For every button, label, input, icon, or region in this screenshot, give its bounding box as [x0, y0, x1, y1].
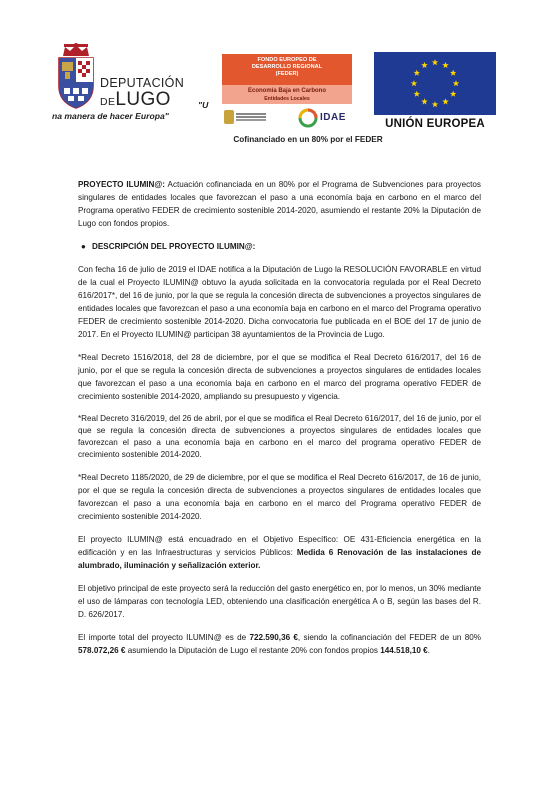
feder-line3: (FEDER) — [275, 71, 299, 77]
feder-title-band — [222, 54, 352, 85]
section-title: DESCRIPCIÓN DEL PROYECTO ILUMIN@: — [92, 242, 256, 251]
footnote-rd-1185-2020: *Real Decreto 1185/2020, de 29 de diciembre, por el que se modifica el Real Decreto 616/2017, de 16 de junio, por el que se regula la concesión directa de subvenciones a proyectos singulares de entidades locales que favorezcan el paso a una economía baja en carbono en el marco del Programa operativo FEDER de crecimiento sostenible 2014-2020. — [78, 473, 481, 521]
bullet-icon: ● — [81, 242, 86, 251]
eu-label: UNIÓN EUROPEA — [385, 118, 485, 130]
eu-flag-icon — [374, 52, 496, 115]
idae-logo-text: IDAE — [320, 112, 346, 123]
budget-total: 722.590,36 € — [249, 633, 298, 642]
budget-feder: 578.072,26 € — [78, 646, 126, 655]
budget-rest: asumiendo la Diputación de Lugo el restante 20% con fondos propios — [125, 646, 381, 655]
lugo-logo-name: LUGO — [115, 89, 171, 110]
lugo-logo-line1: DEPUTACIÓN — [100, 76, 185, 90]
feder-line2: DESARROLLO REGIONAL — [251, 64, 323, 70]
feder-program-band — [222, 85, 352, 104]
idae-logo-icon — [298, 108, 318, 128]
lugo-seal-icon — [56, 42, 96, 110]
intro-label: PROYECTO ILUMIN@: — [78, 180, 166, 189]
feder-logo-box — [222, 54, 352, 131]
document-body — [78, 178, 481, 667]
footnote-rd-1516-2018: *Real Decreto 1516/2018, del 28 de diciembre, por el que se modifica el Real Decreto 616/2017, del 16 de junio, por el que se regula la concesión directa de subvenciones a proyectos singulares de entidades locales que favorezcan el paso a una economía baja en carbono en el marco del programa operativo FEDER de crecimiento sostenible 2014-2020, ampliando su presupuesto y vigencia. — [78, 353, 481, 401]
intro-text: Actuación cofinanciada en un 80% por el Programa de Subvenciones para proyectos singulares de entidades locales que favorezcan el paso a una economía baja en carbono en el marco del Programa operativo FEDER de crecimiento sostenible 2014-2020, asumiendo el restante 20% la Diputación de Lugo con fondos propios. — [78, 180, 481, 228]
ministry-logo-icon — [224, 110, 268, 126]
feder-program: Economía Baja en Carbono — [247, 88, 326, 94]
paragraph-main-objective: El objetivo principal de este proyecto será la reducción del gasto energético en, por lo menos, un 30% mediante el uso de lámparas con tecnología LED, obteniendo una clasificación energética A o B, según las bases del R. D. 626/2017. — [78, 584, 481, 619]
intro-paragraph — [78, 178, 481, 230]
footnote-rd-316-2019: *Real Decreto 316/2019, del 26 de abril, por el que se modifica el Real Decreto 616/2017, del 16 de junio, por el que se regula la concesión directa de subvenciones a proyectos singulares de entidades locales que favorezcan el paso a una economía baja en carbono en el marco del programa operativo FEDER de crecimiento sostenible 2014-2020. — [78, 414, 481, 459]
budget-intro: El importe total del proyecto ILUMIN@ es de — [78, 633, 250, 642]
lugo-logo-prefix: DE — [100, 96, 116, 108]
paragraph-resolution: Con fecha 16 de julio de 2019 el IDAE notifica a la Diputación de Lugo la RESOLUCIÓN FAVORABLE en virtud de la cual el Proyecto ILUMIN@ obtuvo la ayuda solicitada en la convocatoria regulada por el Real Decreto 616/2017*, del 16 de junio, por la que se regula la concesión directa de subvenciones a proyectos singulares de entidades locales que favorezcan el paso a una economía baja en carbono en el marco del Programa operativo FEDER de crecimiento sostenible 2014-2020. Dicha convocatoria fue publicada en el BOE del 17 de junio de 2017. En el Proyecto ILUMIN@ participan 38 ayuntamientos de la Provincia de Lugo. — [78, 265, 481, 339]
budget-own: 144.518,10 € — [380, 646, 428, 655]
section-heading — [78, 240, 481, 253]
objective-text: El proyecto ILUMIN@ está encuadrado en el Objetivo Específico: OE 431-Eficiencia energética en la edificación y en las Infraestructuras y servicios Públicos: — [78, 535, 481, 557]
budget-mid: , siendo la cofinanciación del FEDER de un 80% — [297, 633, 481, 642]
tagline-part2: na manera de hacer Europa" — [52, 111, 169, 121]
feder-sponsor-logos — [222, 106, 352, 130]
measure-text: Medida 6 Renovación de las instalaciones de alumbrado, iluminación y señalización exterior. — [78, 548, 481, 570]
tagline-part1: "U — [198, 100, 209, 110]
feder-program-sub: Entidades Locales — [264, 96, 310, 102]
cofinanced-caption: Cofinanciado en un 80% por el FEDER — [233, 135, 383, 144]
feder-line1: FONDO EUROPEO DE — [257, 57, 317, 63]
paragraph-budget — [78, 631, 481, 657]
budget-end: . — [427, 646, 430, 655]
lugo-logo-line2 — [100, 89, 171, 111]
paragraph-objective-specific — [78, 533, 481, 572]
